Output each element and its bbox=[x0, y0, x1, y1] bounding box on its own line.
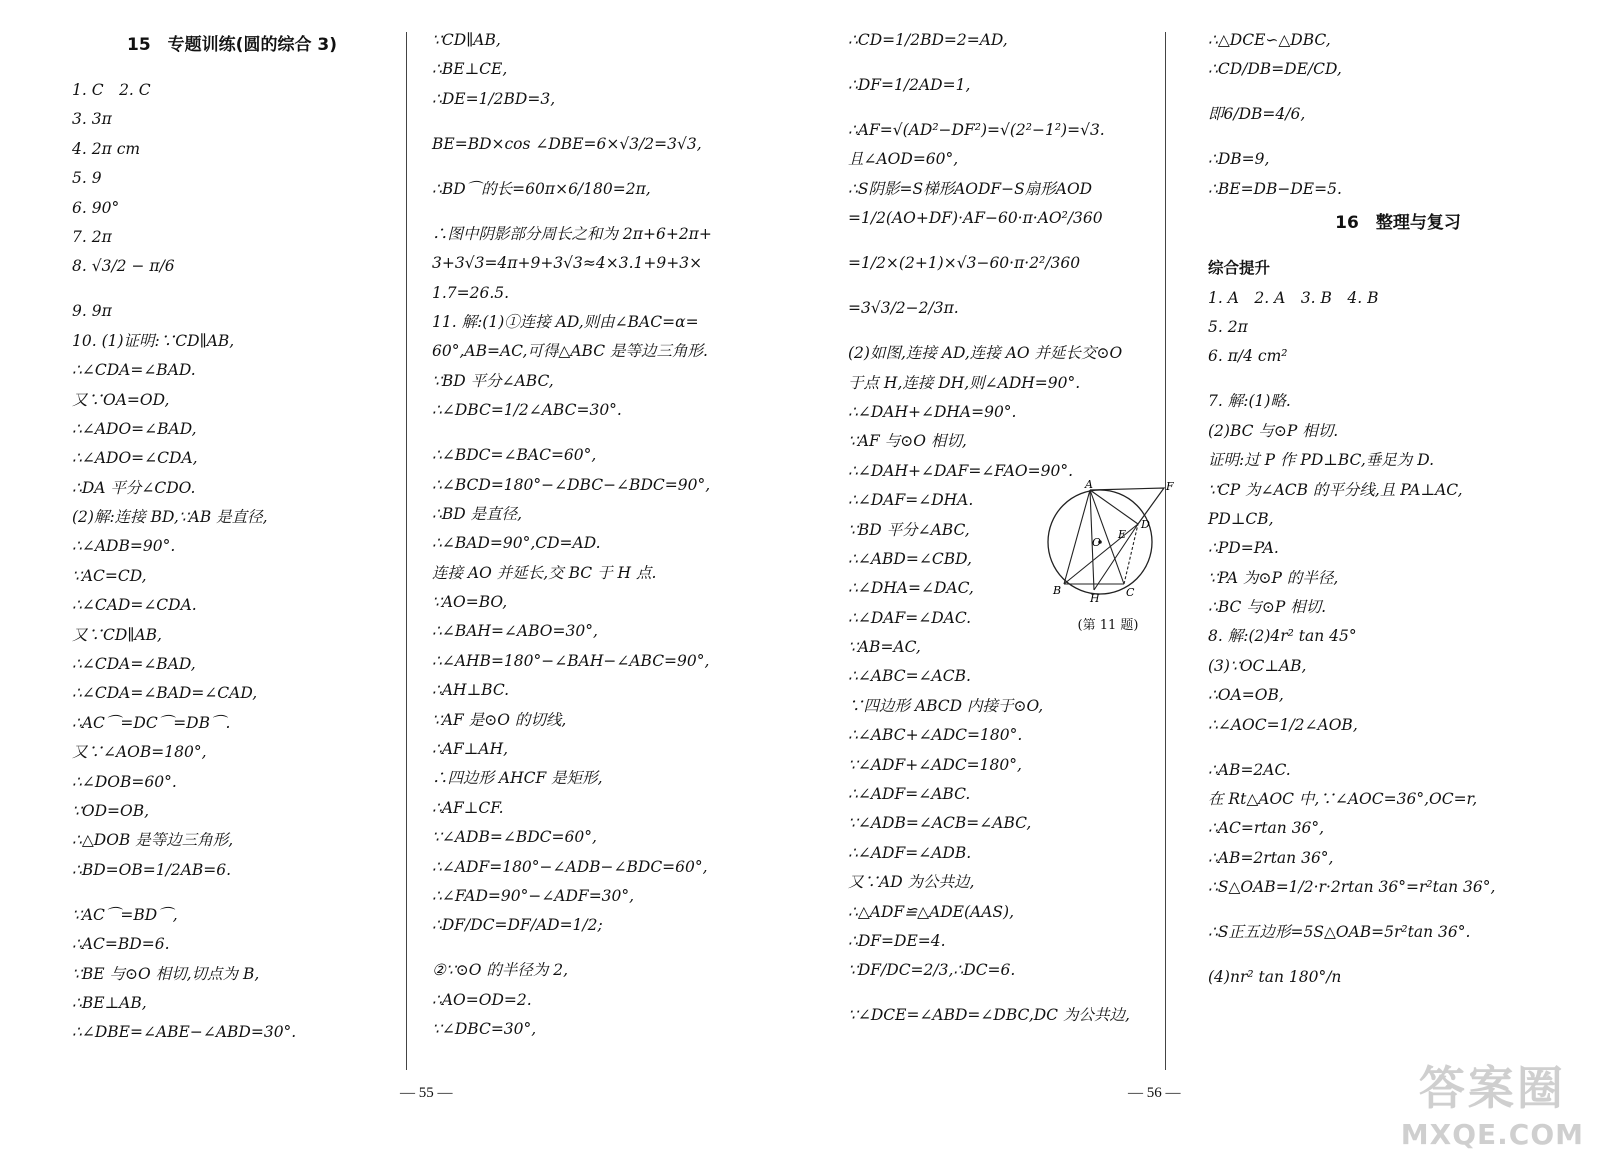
text-line: ∴∠DAF=∠DAC. bbox=[848, 608, 972, 627]
text-line: 16 整理与复习 bbox=[1335, 213, 1461, 234]
fig-label-o: O bbox=[1092, 536, 1102, 550]
text-line: 于点 H,连接 DH,则∠ADH=90°. bbox=[848, 373, 1081, 392]
text-line: 综合提升 bbox=[1208, 259, 1271, 278]
text-line: =1/2(AO+DF)·AF−60·π·AO²/360 bbox=[848, 209, 1103, 228]
text-line: ∵BD 平分∠ABC, bbox=[848, 520, 970, 539]
text-line: 9. 9π bbox=[72, 302, 112, 321]
text-line: ∵AC=CD, bbox=[72, 566, 147, 585]
column-4 bbox=[1208, 30, 1588, 1012]
column-3 bbox=[848, 30, 1178, 1035]
figure-11 bbox=[1038, 480, 1178, 633]
text-line: 在 Rt△AOC 中,∵∠AOC=36°,OC=r, bbox=[1208, 790, 1478, 809]
text-line: ∵AF 是⊙O 的切线, bbox=[432, 710, 567, 729]
text-line: ∴∠FAD=90°−∠ADF=30°, bbox=[432, 886, 635, 905]
text-line: ∴BD=OB=1/2AB=6. bbox=[72, 860, 232, 879]
text-line: ∴∠DAH+∠DHA=90°. bbox=[848, 402, 1017, 421]
text-line: ∴∠DAF=∠DHA. bbox=[848, 491, 974, 510]
text-line: 即6/DB=4/6, bbox=[1208, 105, 1306, 124]
fig-label-d: D bbox=[1141, 518, 1150, 532]
text-line: PD⊥CB, bbox=[1208, 509, 1274, 528]
text-line: (3)∵OC⊥AB, bbox=[1208, 656, 1307, 675]
text-line: ∵AC⌒=BD⌒, bbox=[72, 905, 178, 924]
text-line: ∴∠DBE=∠ABE−∠ABD=30°. bbox=[72, 1023, 297, 1042]
text-line: ∴AB=2rtan 36°, bbox=[1208, 848, 1334, 867]
text-line: ∵四边形 ABCD 内接于⊙O, bbox=[848, 696, 1044, 715]
text-line: ∴DA 平分∠CDO. bbox=[72, 478, 196, 497]
text-line: ∴图中阴影部分周长之和为 2π+6+2π+ bbox=[432, 224, 712, 243]
fig-label-c: C bbox=[1126, 586, 1135, 600]
text-line: ∴AO=OD=2. bbox=[432, 990, 532, 1009]
text-line: 又∵∠AOB=180°, bbox=[72, 743, 207, 762]
text-line: 11. 解:(1)①连接 AD,则由∠BAC=α= bbox=[432, 312, 699, 331]
text-line: ∴DF/DC=DF/AD=1/2; bbox=[432, 916, 603, 935]
text-line: (2)解:连接 BD,∵AB 是直径, bbox=[72, 508, 268, 527]
text-line: 5. 9 bbox=[72, 169, 102, 188]
text-line: ∴∠CDA=∠BAD=∠CAD, bbox=[72, 684, 258, 703]
text-line: 1.7=26.5. bbox=[432, 283, 510, 302]
text-line: 7. 2π bbox=[72, 227, 112, 246]
text-line: ∴DE=1/2BD=3, bbox=[432, 89, 556, 108]
text-line: ∴四边形 AHCF 是矩形, bbox=[432, 769, 603, 788]
text-line: 10. (1)证明:∵CD∥AB, bbox=[72, 331, 235, 350]
fig-label-e: E bbox=[1118, 528, 1127, 542]
fig-label-h: H bbox=[1090, 592, 1100, 606]
text-line: ∴△DOB 是等边三角形, bbox=[72, 831, 234, 850]
text-line: ∴BE=DB−DE=5. bbox=[1208, 179, 1342, 198]
text-line: ∵PA 为⊙P 的半径, bbox=[1208, 568, 1339, 587]
text-line: 3. 3π bbox=[72, 110, 112, 129]
text-line: ∴S△OAB=1/2·r·2rtan 36°=r²tan 36°, bbox=[1208, 878, 1496, 897]
fig-label-a: A bbox=[1085, 480, 1093, 492]
text-line: 又∵CD∥AB, bbox=[72, 625, 162, 644]
text-line: ∴∠ADF=180°−∠ADB−∠BDC=60°, bbox=[432, 857, 708, 876]
text-line: ∴DF=DE=4. bbox=[848, 931, 946, 950]
text-line: ∴OA=OB, bbox=[1208, 686, 1284, 705]
text-line: ∴∠DOB=60°. bbox=[72, 772, 177, 791]
text-line: ∴BE⊥CE, bbox=[432, 60, 508, 79]
column-2 bbox=[432, 30, 792, 1049]
text-line: ∵BE 与⊙O 相切,切点为 B, bbox=[72, 964, 260, 983]
text-line: (2)如图,连接 AD,连接 AO 并延长交⊙O bbox=[848, 344, 1123, 363]
text-line: 6. π/4 cm² bbox=[1208, 347, 1288, 366]
text-line: 1. C 2. C bbox=[72, 81, 151, 99]
figure-caption: (第 11 题) bbox=[1077, 618, 1139, 634]
text-line: ∴AC⌒=DC⌒=DB⌒. bbox=[72, 713, 231, 732]
text-line: ∴S阴影=S梯形AODF−S扇形AOD bbox=[848, 179, 1093, 198]
text-line: 15 专题训练(圆的综合 3) bbox=[127, 35, 337, 55]
text-line: ∴∠ADO=∠CDA, bbox=[72, 449, 198, 468]
text-line: =3√3/2−2/3π. bbox=[848, 299, 959, 318]
text-line: 4. 2π cm bbox=[72, 139, 141, 158]
text-line: ∴∠ABC=∠ACB. bbox=[848, 667, 971, 686]
fig-label-f: F bbox=[1166, 480, 1174, 494]
text-line: 8. 解:(2)4r² tan 45° bbox=[1208, 627, 1357, 646]
watermark-text: 答案圈 bbox=[1418, 1061, 1566, 1115]
text-line: =1/2×(2+1)×√3−60·π·2²/360 bbox=[848, 254, 1081, 273]
text-line: ∴AF=√(AD²−DF²)=√(2²−1²)=√3. bbox=[848, 121, 1105, 139]
text-line: ∵AF 与⊙O 相切, bbox=[848, 432, 967, 451]
text-line: ∵∠ADB=∠BDC=60°, bbox=[432, 828, 597, 847]
text-line: ∵BD 平分∠ABC, bbox=[432, 371, 554, 390]
column-divider-1 bbox=[406, 32, 407, 1070]
text-line: ∴PD=PA. bbox=[1208, 539, 1279, 558]
text-line: 1. A 2. A 3. B 4. B bbox=[1208, 288, 1379, 307]
text-line: ∴∠BDC=∠BAC=60°, bbox=[432, 446, 597, 465]
text-line: ∴BD 是直径, bbox=[432, 504, 523, 523]
text-line: ∴AB=2AC. bbox=[1208, 760, 1291, 779]
text-line: ∵OD=OB, bbox=[72, 801, 150, 820]
text-line: ∴∠ADO=∠BAD, bbox=[72, 419, 197, 438]
text-line: 5. 2π bbox=[1208, 317, 1248, 336]
text-line: 8. √3/2 − π/6 bbox=[72, 257, 175, 276]
text-line: ∴∠ADF=∠ABC. bbox=[848, 785, 971, 804]
text-line: ∴∠DAH+∠DAF=∠FAO=90°. bbox=[848, 461, 1074, 480]
text-line: ∵CP 为∠ACB 的平分线,且 PA⊥AC, bbox=[1208, 480, 1463, 499]
text-line: ∴∠ABD=∠CBD, bbox=[848, 549, 972, 568]
text-line: ∵AO=BO, bbox=[432, 593, 508, 612]
watermark-url: MXQE.COM bbox=[1400, 1118, 1584, 1151]
fig-label-b: B bbox=[1053, 584, 1062, 598]
text-line: ∴BC 与⊙P 相切. bbox=[1208, 598, 1327, 617]
text-line: ∴∠ADB=90°. bbox=[72, 537, 176, 556]
text-line: BE=BD×cos ∠DBE=6×√3/2=3√3, bbox=[432, 134, 702, 153]
page-number-55: — 55 — bbox=[400, 1085, 453, 1101]
text-line: ②∵⊙O 的半径为 2, bbox=[432, 961, 569, 980]
text-line: 又∵OA=OD, bbox=[72, 390, 170, 409]
text-line: ∵∠ADF+∠ADC=180°, bbox=[848, 755, 1022, 774]
text-line: ∴AF⊥AH, bbox=[432, 740, 509, 759]
text-line: ∴CD/DB=DE/CD, bbox=[1208, 60, 1342, 79]
page-number-56: — 56 — bbox=[1128, 1085, 1181, 1101]
text-line: ∵∠DCE=∠ABD=∠DBC,DC 为公共边, bbox=[848, 1006, 1130, 1025]
text-line: ∴CD=1/2BD=2=AD, bbox=[848, 31, 1008, 49]
text-line: 3+3√3=4π+9+3√3≈4×3.1+9+3× bbox=[432, 254, 703, 273]
text-line: ∴AC=rtan 36°, bbox=[1208, 819, 1325, 838]
text-line: ∴∠AOC=1/2∠AOB, bbox=[1208, 715, 1358, 734]
text-line: ∴∠DBC=1/2∠ABC=30°. bbox=[432, 401, 622, 420]
text-line: ∴∠CDA=∠BAD. bbox=[72, 361, 196, 380]
text-line: ∴DF=1/2AD=1, bbox=[848, 76, 971, 94]
text-line: 证明:过 P 作 PD⊥BC,垂足为 D. bbox=[1208, 451, 1435, 470]
text-line: ∴∠CAD=∠CDA. bbox=[72, 596, 197, 615]
text-line: 连接 AO 并延长,交 BC 于 H 点. bbox=[432, 563, 657, 582]
text-line: ∴△DCE∽△DBC, bbox=[1208, 31, 1331, 49]
text-line: ∴∠BCD=180°−∠DBC−∠BDC=90°, bbox=[432, 475, 711, 494]
text-line: ∴BE⊥AB, bbox=[72, 993, 147, 1012]
circle-figure bbox=[1038, 480, 1178, 610]
text-line: ∴∠BAD=90°,CD=AD. bbox=[432, 534, 601, 553]
text-line: ∴∠ABC+∠ADC=180°. bbox=[848, 726, 1023, 745]
text-line: ∴∠CDA=∠BAD, bbox=[72, 655, 196, 674]
text-line: ∴∠ADF=∠ADB. bbox=[848, 843, 972, 862]
text-line: ∵∠DBC=30°, bbox=[432, 1020, 537, 1039]
text-line: ∴AC=BD=6. bbox=[72, 935, 170, 954]
text-line: ∴△ADF≌△ADE(AAS), bbox=[848, 902, 1015, 921]
text-line: ∵AB=AC, bbox=[848, 638, 921, 657]
text-line: 6. 90° bbox=[72, 198, 120, 217]
text-line: ∴∠BAH=∠ABO=30°, bbox=[432, 622, 598, 641]
text-line: ∴∠DHA=∠DAC, bbox=[848, 579, 974, 598]
text-line: 60°,AB=AC,可得△ABC 是等边三角形. bbox=[432, 342, 708, 361]
text-line: ∴BD⌒的长=60π×6/180=2π, bbox=[432, 179, 651, 198]
text-line: ∴AF⊥CF. bbox=[432, 798, 504, 817]
text-line: ∴DB=9, bbox=[1208, 150, 1270, 169]
text-line: ∵DF/DC=2/3,∴DC=6. bbox=[848, 961, 1016, 980]
column-1 bbox=[72, 30, 392, 1052]
watermark-logo bbox=[1401, 1052, 1584, 1151]
text-line: ∴AH⊥BC. bbox=[432, 681, 510, 700]
text-line: (4)nr² tan 180°/n bbox=[1208, 968, 1342, 987]
text-line: ∵CD∥AB, bbox=[432, 31, 501, 49]
text-line: ∴S正五边形=5S△OAB=5r²tan 36°. bbox=[1208, 923, 1471, 942]
text-line: 且∠AOD=60°, bbox=[848, 150, 959, 169]
text-line: (2)BC 与⊙P 相切. bbox=[1208, 421, 1339, 440]
text-line: 7. 解:(1)略. bbox=[1208, 392, 1291, 411]
text-line: ∴∠AHB=180°−∠BAH−∠ABC=90°, bbox=[432, 651, 710, 670]
text-line: ∵∠ADB=∠ACB=∠ABC, bbox=[848, 814, 1032, 833]
text-line: 又∵AD 为公共边, bbox=[848, 873, 975, 892]
